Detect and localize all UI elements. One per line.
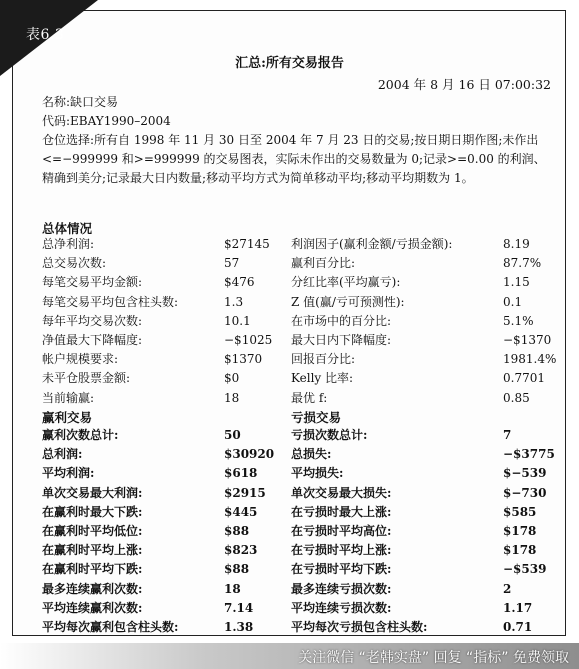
stat-label: 在赢利时平均上涨:	[42, 543, 143, 558]
stat-value: 1.17	[503, 600, 533, 615]
stat-label: 分红比率(平均赢亏):	[291, 275, 401, 290]
stat-label: 在亏损时平均上涨:	[291, 543, 392, 558]
stat-label: 回报百分比:	[291, 352, 356, 367]
stat-label: 未平仓股票金额:	[42, 371, 131, 386]
overall-heading: 总体情况	[42, 221, 93, 236]
stat-value: $2915	[224, 485, 266, 500]
strategy-name: 名称:缺口交易	[42, 95, 119, 109]
report-title: 汇总:所有交易报告	[235, 56, 344, 71]
stat-value: 1.3	[224, 294, 244, 309]
stat-value: −$3775	[503, 447, 555, 462]
stat-value: 2	[503, 581, 512, 596]
stat-value: $27145	[224, 237, 270, 251]
stat-label: 帐户规模要求:	[42, 352, 119, 367]
stat-value: 0.1	[503, 294, 523, 309]
stat-label: 在亏损时最大上涨:	[291, 504, 392, 519]
stat-value: $−539	[503, 466, 547, 481]
report-datetime: 2004 年 8 月 16 日 07:00:32	[377, 77, 551, 92]
stat-value: 87.7%	[503, 256, 542, 271]
stat-label: 总交易次数:	[42, 256, 107, 271]
stat-label: 平均连续亏损次数:	[291, 600, 392, 615]
stat-value: 0.71	[503, 620, 533, 634]
stat-label: 赢利百分比:	[291, 256, 356, 271]
stat-value: 1.38	[224, 620, 254, 634]
stat-label: 总损失:	[291, 447, 332, 462]
stat-value: 57	[224, 256, 240, 271]
stat-label: 总利润:	[42, 447, 83, 462]
stat-label: 净值最大下降幅度:	[42, 333, 143, 347]
stat-label: 最多连续亏损次数:	[291, 581, 392, 596]
stat-label: 最多连续赢利次数:	[42, 581, 143, 596]
stat-value: 10.1	[224, 313, 251, 328]
stat-label: 总净利润:	[42, 237, 95, 251]
stat-label: 在赢利时最大下跌:	[42, 504, 143, 519]
stat-value: −$1370	[503, 333, 552, 347]
losing-heading: 亏损交易	[291, 410, 342, 425]
stat-label: 平均每次亏损包含柱头数:	[291, 620, 428, 634]
stat-value: $823	[224, 543, 258, 558]
stat-label: 平均损失:	[291, 466, 344, 481]
stat-value: 0.85	[503, 390, 530, 405]
stat-label: Z 值(赢/亏可预测性):	[291, 294, 405, 309]
stat-value: 18	[224, 581, 241, 596]
stat-value: $618	[224, 466, 258, 481]
stat-value: $88	[224, 562, 250, 577]
symbol-code: 代码:EBAY1990–2004	[42, 114, 171, 128]
stat-label: 每笔交易平均包含柱头数:	[42, 294, 179, 309]
stat-label: 单次交易最大损失:	[291, 485, 392, 500]
watermark-text: 关注微信 “老韩实盘” 回复 “指标” 免费领取	[298, 650, 569, 666]
stat-label: 在赢利时平均低位:	[42, 524, 143, 538]
stat-value: $1370	[224, 352, 263, 367]
watermark-bar	[0, 643, 579, 669]
stat-value: 8.19	[503, 237, 530, 251]
stat-value: −$1025	[224, 333, 273, 347]
stat-label: 平均连续赢利次数:	[42, 600, 143, 615]
stat-label: 在亏损时平均下跌:	[291, 562, 392, 577]
stat-value: $476	[224, 275, 255, 290]
stat-label: 平均每次赢利包含柱头数:	[42, 620, 179, 634]
stat-value: 0.7701	[503, 371, 545, 386]
stat-value: 50	[224, 428, 241, 442]
winning-heading: 赢利交易	[42, 410, 93, 425]
position-options-text: 仓位选择:所有自 1998 年 11 月 30 日至 2004 年 7 月 23 日的交易;按日期日期作图;未作出<=−999999 和>=999999 的交易图表，实际未作出的交易数量为 0;记录>=0.00 的利润、精确到美分;记录最大日内数量;移动平均方式为简单移动平均;移动平均期数为 1。	[42, 133, 546, 185]
stat-value: $445	[224, 504, 258, 519]
stat-value: $0	[224, 371, 240, 386]
stat-value: $88	[224, 524, 250, 538]
stat-value: −$539	[503, 562, 547, 577]
stat-label: 利润因子(赢利金额/亏损金额):	[291, 237, 453, 251]
stat-label: 在赢利时平均下跌:	[42, 562, 143, 577]
stat-value: 7	[503, 428, 512, 442]
stat-value: $30920	[224, 447, 275, 462]
stat-value: 7.14	[224, 600, 254, 615]
stat-value: 5.1%	[503, 313, 534, 328]
stat-value: $178	[503, 543, 537, 558]
stat-label: 平均利润:	[42, 466, 95, 481]
stat-label: 亏损次数总计:	[291, 428, 368, 442]
stat-value: $585	[503, 504, 537, 519]
stat-label: 在市场中的百分比:	[291, 313, 392, 328]
stat-label: 每年平均交易次数:	[42, 313, 143, 328]
stat-label: 单次交易最大利润:	[42, 485, 143, 500]
stat-label: 当前输赢:	[42, 390, 95, 405]
stat-label: 最优 f:	[291, 390, 328, 405]
stat-label: Kelly 比率:	[291, 371, 354, 386]
stat-label: 赢利次数总计:	[42, 428, 119, 442]
stat-value: $−730	[503, 485, 547, 500]
table-number-label: 表6.3	[26, 27, 65, 43]
stat-value: 18	[224, 390, 240, 405]
stat-value: $178	[503, 524, 537, 538]
stat-label: 最大日内下降幅度:	[291, 333, 392, 347]
stat-label: 每笔交易平均金额:	[42, 275, 143, 290]
stat-value: 1981.4%	[503, 352, 557, 367]
stat-value: 1.15	[503, 275, 530, 290]
stat-label: 在亏损时平均高位:	[291, 524, 392, 538]
